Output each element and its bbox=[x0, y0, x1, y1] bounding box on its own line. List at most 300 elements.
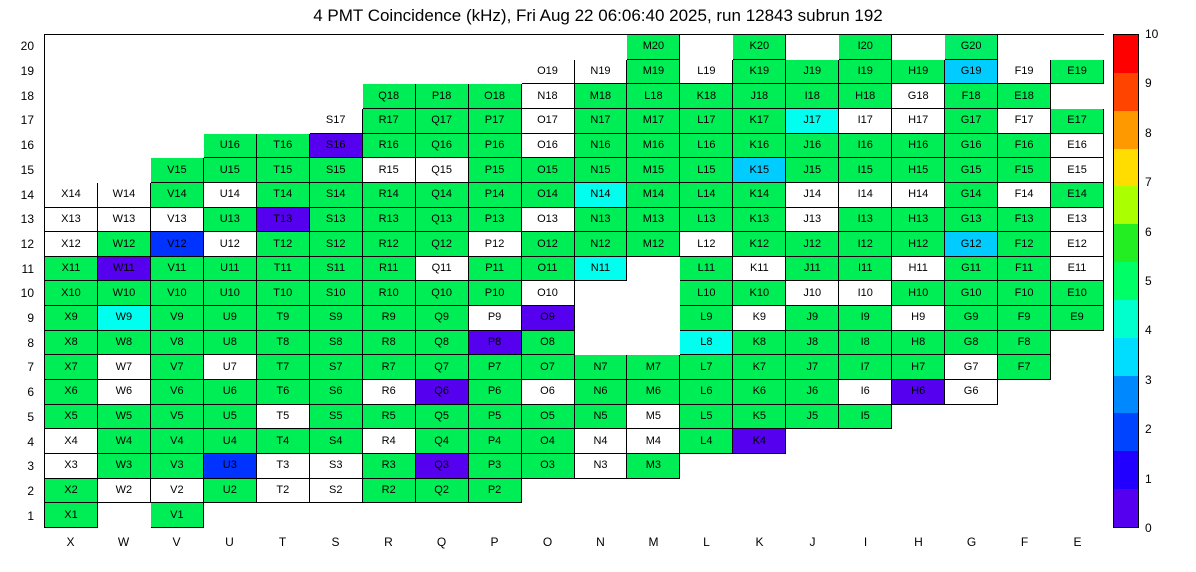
colorbar-tick-label: 7 bbox=[1145, 175, 1152, 190]
heatmap-cell: L18 bbox=[627, 84, 680, 109]
heatmap-cell: T3 bbox=[257, 454, 310, 479]
heatmap-cell: I6 bbox=[839, 380, 892, 405]
x-axis-tick: P bbox=[490, 535, 499, 549]
heatmap-cell-empty bbox=[204, 60, 257, 85]
heatmap-cell: G19 bbox=[945, 60, 998, 85]
heatmap-cell: O7 bbox=[522, 355, 575, 380]
heatmap-cell-empty bbox=[945, 405, 998, 430]
heatmap-cell-empty bbox=[786, 454, 839, 479]
heatmap-cell-empty bbox=[892, 479, 945, 504]
heatmap-cell: U5 bbox=[204, 405, 257, 430]
heatmap-cell: W7 bbox=[98, 355, 151, 380]
heatmap-cell: Q7 bbox=[416, 355, 469, 380]
heatmap-cell: M15 bbox=[627, 158, 680, 183]
heatmap-cell: Q2 bbox=[416, 479, 469, 504]
heatmap-cell-empty bbox=[786, 35, 839, 60]
heatmap-cell-empty bbox=[1051, 503, 1104, 528]
heatmap-cell: E19 bbox=[1051, 60, 1104, 85]
heatmap-cell: V9 bbox=[151, 306, 204, 331]
heatmap-cell-empty bbox=[627, 479, 680, 504]
heatmap-cell: P5 bbox=[469, 405, 522, 430]
heatmap-cell: O3 bbox=[522, 454, 575, 479]
heatmap-cell: S13 bbox=[310, 208, 363, 233]
heatmap-cell: K16 bbox=[733, 134, 786, 159]
heatmap-cell: O8 bbox=[522, 331, 575, 356]
colorbar-segment bbox=[1114, 149, 1138, 187]
heatmap-cell-empty bbox=[998, 429, 1051, 454]
y-axis-tick: 6 bbox=[27, 385, 34, 400]
heatmap-cell: X6 bbox=[45, 380, 98, 405]
heatmap-cell-empty bbox=[1051, 331, 1104, 356]
heatmap-cell-empty bbox=[469, 35, 522, 60]
heatmap-cell: E13 bbox=[1051, 208, 1104, 233]
heatmap-cell: Q11 bbox=[416, 257, 469, 282]
heatmap-cell: K7 bbox=[733, 355, 786, 380]
heatmap-cell: L8 bbox=[680, 331, 733, 356]
heatmap-cell: E11 bbox=[1051, 257, 1104, 282]
heatmap-cell-empty bbox=[310, 503, 363, 528]
heatmap-cell-empty bbox=[45, 158, 98, 183]
heatmap-cell: T14 bbox=[257, 183, 310, 208]
y-axis-tick: 4 bbox=[27, 434, 34, 449]
heatmap-cell-empty bbox=[416, 503, 469, 528]
heatmap-cell: J15 bbox=[786, 158, 839, 183]
heatmap-cell: R14 bbox=[363, 183, 416, 208]
colorbar-segment bbox=[1114, 338, 1138, 376]
heatmap-cell: J9 bbox=[786, 306, 839, 331]
heatmap-cell: F12 bbox=[998, 232, 1051, 257]
heatmap-cell: V12 bbox=[151, 232, 204, 257]
heatmap-cell: X1 bbox=[45, 503, 98, 528]
heatmap-cell: G17 bbox=[945, 109, 998, 134]
heatmap-cell: X2 bbox=[45, 479, 98, 504]
heatmap-cell: I13 bbox=[839, 208, 892, 233]
heatmap-cell: I10 bbox=[839, 281, 892, 306]
heatmap-cell: L15 bbox=[680, 158, 733, 183]
heatmap-cell-empty bbox=[310, 84, 363, 109]
heatmap-cell-empty bbox=[1051, 380, 1104, 405]
heatmap-cell: P2 bbox=[469, 479, 522, 504]
heatmap-cell: I14 bbox=[839, 183, 892, 208]
heatmap-cell: V4 bbox=[151, 429, 204, 454]
heatmap-cell-empty bbox=[45, 109, 98, 134]
heatmap-cell-empty bbox=[204, 35, 257, 60]
heatmap-cell: H8 bbox=[892, 331, 945, 356]
heatmap-cell: E15 bbox=[1051, 158, 1104, 183]
heatmap-cell: R8 bbox=[363, 331, 416, 356]
heatmap-cell: F11 bbox=[998, 257, 1051, 282]
heatmap-cell: S7 bbox=[310, 355, 363, 380]
heatmap-cell-empty bbox=[575, 503, 628, 528]
heatmap-cell-empty bbox=[1051, 429, 1104, 454]
heatmap-cell: H10 bbox=[892, 281, 945, 306]
y-axis-tick: 19 bbox=[20, 64, 34, 79]
colorbar-tick-label: 10 bbox=[1145, 27, 1159, 41]
heatmap-cell-empty bbox=[945, 454, 998, 479]
heatmap-cell: V14 bbox=[151, 183, 204, 208]
heatmap-cell-empty bbox=[363, 35, 416, 60]
heatmap-cell: R10 bbox=[363, 281, 416, 306]
heatmap-cell: R9 bbox=[363, 306, 416, 331]
heatmap-cell: H11 bbox=[892, 257, 945, 282]
heatmap-cell: J11 bbox=[786, 257, 839, 282]
y-axis-tick: 20 bbox=[20, 39, 34, 54]
colorbar-segment bbox=[1114, 262, 1138, 300]
heatmap-cell: K17 bbox=[733, 109, 786, 134]
x-axis-tick: E bbox=[1073, 535, 1082, 549]
heatmap-cell: Q15 bbox=[416, 158, 469, 183]
heatmap-cell: U16 bbox=[204, 134, 257, 159]
heatmap-cell-empty bbox=[733, 454, 786, 479]
heatmap-cell: K19 bbox=[733, 60, 786, 85]
heatmap-cell: T15 bbox=[257, 158, 310, 183]
heatmap-cell-empty bbox=[786, 503, 839, 528]
heatmap-cell: K8 bbox=[733, 331, 786, 356]
heatmap-cell: I18 bbox=[786, 84, 839, 109]
heatmap-cell-empty bbox=[151, 60, 204, 85]
y-axis-tick: 8 bbox=[27, 335, 34, 350]
heatmap-cell: G12 bbox=[945, 232, 998, 257]
heatmap-cell: T7 bbox=[257, 355, 310, 380]
colorbar-tick-label: 9 bbox=[1145, 76, 1152, 91]
heatmap-cell: U3 bbox=[204, 454, 257, 479]
heatmap-cell: K18 bbox=[680, 84, 733, 109]
heatmap-cell: Q5 bbox=[416, 405, 469, 430]
y-axis-tick: 1 bbox=[27, 508, 34, 523]
heatmap-cell: K11 bbox=[733, 257, 786, 282]
colorbar-segment bbox=[1114, 413, 1138, 451]
heatmap-cell: U15 bbox=[204, 158, 257, 183]
heatmap-cell: G20 bbox=[945, 35, 998, 60]
heatmap-cell: L4 bbox=[680, 429, 733, 454]
heatmap-cell: V1 bbox=[151, 503, 204, 528]
heatmap-cell: V2 bbox=[151, 479, 204, 504]
heatmap-cell-empty bbox=[98, 134, 151, 159]
heatmap-cell: N6 bbox=[575, 380, 628, 405]
heatmap-cell: N3 bbox=[575, 454, 628, 479]
heatmap-cell: J14 bbox=[786, 183, 839, 208]
heatmap-cell-empty bbox=[522, 479, 575, 504]
heatmap-cell-empty bbox=[733, 479, 786, 504]
heatmap-cell-empty bbox=[786, 479, 839, 504]
x-axis-tick: U bbox=[225, 535, 234, 549]
heatmap-cell: P18 bbox=[416, 84, 469, 109]
heatmap-cell: X12 bbox=[45, 232, 98, 257]
heatmap-cell: H9 bbox=[892, 306, 945, 331]
heatmap-cell: W14 bbox=[98, 183, 151, 208]
heatmap-cell: N5 bbox=[575, 405, 628, 430]
heatmap-cell: W8 bbox=[98, 331, 151, 356]
heatmap-cell: S11 bbox=[310, 257, 363, 282]
heatmap-cell: K9 bbox=[733, 306, 786, 331]
heatmap-cell: Q12 bbox=[416, 232, 469, 257]
heatmap-cell: I20 bbox=[839, 35, 892, 60]
colorbar-tick-label: 1 bbox=[1145, 471, 1152, 486]
heatmap-cell: L13 bbox=[680, 208, 733, 233]
y-axis-tick: 3 bbox=[27, 459, 34, 474]
colorbar-tick-label: 0 bbox=[1145, 521, 1152, 535]
colorbar-tick-label: 5 bbox=[1145, 274, 1152, 288]
heatmap-cell-empty bbox=[45, 60, 98, 85]
heatmap-cell-empty bbox=[998, 479, 1051, 504]
heatmap-cell: N4 bbox=[575, 429, 628, 454]
heatmap-cell: G15 bbox=[945, 158, 998, 183]
heatmap-cell: N19 bbox=[575, 60, 628, 85]
heatmap-cell: V5 bbox=[151, 405, 204, 430]
heatmap-cell-empty bbox=[575, 281, 628, 306]
heatmap-cell: L17 bbox=[680, 109, 733, 134]
heatmap-cell: K15 bbox=[733, 158, 786, 183]
heatmap-cell: N16 bbox=[575, 134, 628, 159]
heatmap-cell: Q3 bbox=[416, 454, 469, 479]
heatmap-cell: M7 bbox=[627, 355, 680, 380]
x-axis-tick: M bbox=[648, 535, 659, 549]
heatmap-cell-empty bbox=[627, 281, 680, 306]
heatmap-cell: M4 bbox=[627, 429, 680, 454]
y-axis-tick: 11 bbox=[21, 261, 34, 276]
heatmap-cell-empty bbox=[1051, 405, 1104, 430]
heatmap-cell: E9 bbox=[1051, 306, 1104, 331]
heatmap-cell: O13 bbox=[522, 208, 575, 233]
heatmap-cell: O17 bbox=[522, 109, 575, 134]
heatmap-cell: Q17 bbox=[416, 109, 469, 134]
heatmap-cell-empty bbox=[310, 35, 363, 60]
heatmap-cell: T12 bbox=[257, 232, 310, 257]
heatmap-cell: M19 bbox=[627, 60, 680, 85]
heatmap-cell-empty bbox=[1051, 84, 1104, 109]
heatmap-cell: G8 bbox=[945, 331, 998, 356]
heatmap-cell: U13 bbox=[204, 208, 257, 233]
heatmap-cell: X13 bbox=[45, 208, 98, 233]
heatmap-cell: G16 bbox=[945, 134, 998, 159]
heatmap-cell: L5 bbox=[680, 405, 733, 430]
heatmap-cell-empty bbox=[469, 503, 522, 528]
heatmap-cell: S5 bbox=[310, 405, 363, 430]
heatmap-cell-empty bbox=[680, 479, 733, 504]
heatmap-cell: I7 bbox=[839, 355, 892, 380]
heatmap-cell: M12 bbox=[627, 232, 680, 257]
heatmap-cell: M16 bbox=[627, 134, 680, 159]
heatmap-cell: P11 bbox=[469, 257, 522, 282]
heatmap-cell: J8 bbox=[786, 331, 839, 356]
heatmap-cell: R16 bbox=[363, 134, 416, 159]
heatmap-cell-empty bbox=[998, 35, 1051, 60]
heatmap-cell: N12 bbox=[575, 232, 628, 257]
heatmap-cell-empty bbox=[257, 60, 310, 85]
x-axis-tick: T bbox=[278, 535, 287, 549]
heatmap-cell: U2 bbox=[204, 479, 257, 504]
heatmap-cell: P16 bbox=[469, 134, 522, 159]
heatmap-cell: T10 bbox=[257, 281, 310, 306]
heatmap-cell: S4 bbox=[310, 429, 363, 454]
heatmap-cell: O11 bbox=[522, 257, 575, 282]
heatmap-cell: L6 bbox=[680, 380, 733, 405]
x-axis-tick: R bbox=[384, 535, 393, 549]
heatmap-cell: X5 bbox=[45, 405, 98, 430]
heatmap-cell-empty bbox=[575, 306, 628, 331]
heatmap-cell: J10 bbox=[786, 281, 839, 306]
heatmap-cell: X11 bbox=[45, 257, 98, 282]
x-axis-tick: O bbox=[542, 535, 553, 549]
heatmap-cell-empty bbox=[786, 429, 839, 454]
heatmap-cell: N11 bbox=[575, 257, 628, 282]
heatmap-cell: H15 bbox=[892, 158, 945, 183]
heatmap-cell: X3 bbox=[45, 454, 98, 479]
heatmap-cell: R11 bbox=[363, 257, 416, 282]
heatmap-cell: H7 bbox=[892, 355, 945, 380]
heatmap-cell: W2 bbox=[98, 479, 151, 504]
heatmap-cell: T16 bbox=[257, 134, 310, 159]
y-axis-tick: 2 bbox=[27, 483, 34, 498]
heatmap-cell: W9 bbox=[98, 306, 151, 331]
heatmap-cell: F16 bbox=[998, 134, 1051, 159]
heatmap-cell: O10 bbox=[522, 281, 575, 306]
heatmap-cell-empty bbox=[627, 503, 680, 528]
heatmap-cell: V15 bbox=[151, 158, 204, 183]
heatmap-cell: F8 bbox=[998, 331, 1051, 356]
heatmap-cell: Q6 bbox=[416, 380, 469, 405]
heatmap-cell: N15 bbox=[575, 158, 628, 183]
heatmap-cell: G10 bbox=[945, 281, 998, 306]
heatmap-plot bbox=[20, 34, 1104, 549]
heatmap-cell-empty bbox=[1051, 454, 1104, 479]
heatmap-cell: M3 bbox=[627, 454, 680, 479]
heatmap-cell: N7 bbox=[575, 355, 628, 380]
heatmap-cell-empty bbox=[416, 60, 469, 85]
heatmap-cell: R3 bbox=[363, 454, 416, 479]
heatmap-cell-empty bbox=[151, 109, 204, 134]
heatmap-cell-empty bbox=[257, 503, 310, 528]
heatmap-cell: S15 bbox=[310, 158, 363, 183]
heatmap-cell: S8 bbox=[310, 331, 363, 356]
heatmap-cell: E10 bbox=[1051, 281, 1104, 306]
heatmap-cell: G18 bbox=[892, 84, 945, 109]
colorbar-segment bbox=[1114, 224, 1138, 262]
y-axis-tick: 17 bbox=[20, 113, 34, 128]
heatmap-cell: G14 bbox=[945, 183, 998, 208]
x-axis-tick: N bbox=[596, 535, 605, 549]
y-axis-tick: 18 bbox=[20, 88, 34, 103]
heatmap-cell: U12 bbox=[204, 232, 257, 257]
heatmap-cell-empty bbox=[98, 158, 151, 183]
heatmap-cell: W6 bbox=[98, 380, 151, 405]
heatmap-cell: O6 bbox=[522, 380, 575, 405]
heatmap-cell: U9 bbox=[204, 306, 257, 331]
heatmap-cell: S12 bbox=[310, 232, 363, 257]
heatmap-cell-empty bbox=[839, 503, 892, 528]
heatmap-cell-empty bbox=[680, 35, 733, 60]
heatmap-cell: O5 bbox=[522, 405, 575, 430]
heatmap-cell-empty bbox=[257, 84, 310, 109]
heatmap-cell: J17 bbox=[786, 109, 839, 134]
heatmap-cell: R2 bbox=[363, 479, 416, 504]
heatmap-cell: U11 bbox=[204, 257, 257, 282]
heatmap-cell: V6 bbox=[151, 380, 204, 405]
heatmap-cell: O15 bbox=[522, 158, 575, 183]
heatmap-cell-empty bbox=[839, 479, 892, 504]
heatmap-cell-empty bbox=[257, 35, 310, 60]
heatmap-cell: H13 bbox=[892, 208, 945, 233]
heatmap-cell-empty bbox=[680, 503, 733, 528]
y-axis-tick: 15 bbox=[20, 162, 34, 177]
heatmap-cell: E18 bbox=[998, 84, 1051, 109]
heatmap-cell-empty bbox=[892, 429, 945, 454]
heatmap-cell: V7 bbox=[151, 355, 204, 380]
heatmap-cell: L7 bbox=[680, 355, 733, 380]
heatmap-cell: K20 bbox=[733, 35, 786, 60]
heatmap-cell: G11 bbox=[945, 257, 998, 282]
heatmap-cell-empty bbox=[151, 134, 204, 159]
heatmap-cell: P3 bbox=[469, 454, 522, 479]
heatmap-cell: V10 bbox=[151, 281, 204, 306]
heatmap-cell: F7 bbox=[998, 355, 1051, 380]
heatmap-cell: J19 bbox=[786, 60, 839, 85]
heatmap-cell: I15 bbox=[839, 158, 892, 183]
heatmap-cell: Q13 bbox=[416, 208, 469, 233]
heatmap-cell: T5 bbox=[257, 405, 310, 430]
heatmap-cell: M6 bbox=[627, 380, 680, 405]
heatmap-cell: M14 bbox=[627, 183, 680, 208]
heatmap-cell: K13 bbox=[733, 208, 786, 233]
heatmap-cell: J5 bbox=[786, 405, 839, 430]
heatmap-cell: U7 bbox=[204, 355, 257, 380]
heatmap-cell: P12 bbox=[469, 232, 522, 257]
x-axis-tick: I bbox=[863, 535, 868, 549]
y-axis-tick: 9 bbox=[27, 311, 34, 326]
heatmap-cell-empty bbox=[363, 60, 416, 85]
heatmap-cell: X4 bbox=[45, 429, 98, 454]
heatmap-cell: I16 bbox=[839, 134, 892, 159]
heatmap-cell: T2 bbox=[257, 479, 310, 504]
heatmap-cell: F14 bbox=[998, 183, 1051, 208]
heatmap-cell: Q16 bbox=[416, 134, 469, 159]
heatmap-cell: S14 bbox=[310, 183, 363, 208]
heatmap-cell-empty bbox=[627, 306, 680, 331]
heatmap-cell: F19 bbox=[998, 60, 1051, 85]
heatmap-cell: S16 bbox=[310, 134, 363, 159]
heatmap-cell: R12 bbox=[363, 232, 416, 257]
heatmap-cell: P7 bbox=[469, 355, 522, 380]
heatmap-cell: U14 bbox=[204, 183, 257, 208]
heatmap-cell: K14 bbox=[733, 183, 786, 208]
heatmap-cell: W5 bbox=[98, 405, 151, 430]
heatmap-cell: W13 bbox=[98, 208, 151, 233]
heatmap-cell: V3 bbox=[151, 454, 204, 479]
heatmap-cell: G7 bbox=[945, 355, 998, 380]
heatmap-cell: H19 bbox=[892, 60, 945, 85]
colorbar-ticks bbox=[1141, 27, 1181, 535]
page-title: 4 PMT Coincidence (kHz), Fri Aug 22 06:06:40 2025, run 12843 subrun 192 bbox=[313, 6, 883, 25]
colorbar-segment bbox=[1114, 376, 1138, 414]
x-axis-tick: G bbox=[966, 535, 977, 549]
heatmap-cell: S9 bbox=[310, 306, 363, 331]
y-axis-tick: 12 bbox=[20, 236, 34, 251]
heatmap-cell-empty bbox=[945, 503, 998, 528]
heatmap-cell: F17 bbox=[998, 109, 1051, 134]
x-axis-labels bbox=[44, 530, 1104, 554]
heatmap-cell: I11 bbox=[839, 257, 892, 282]
colorbar-segment bbox=[1114, 35, 1138, 73]
heatmap-cell: O18 bbox=[469, 84, 522, 109]
heatmap-cell-empty bbox=[575, 331, 628, 356]
heatmap-cell-empty bbox=[575, 479, 628, 504]
heatmap-cell-empty bbox=[892, 454, 945, 479]
heatmap-cell-empty bbox=[45, 35, 98, 60]
heatmap-cell-empty bbox=[98, 109, 151, 134]
heatmap-cell: H16 bbox=[892, 134, 945, 159]
heatmap-cell: J7 bbox=[786, 355, 839, 380]
heatmap-cell: Q14 bbox=[416, 183, 469, 208]
